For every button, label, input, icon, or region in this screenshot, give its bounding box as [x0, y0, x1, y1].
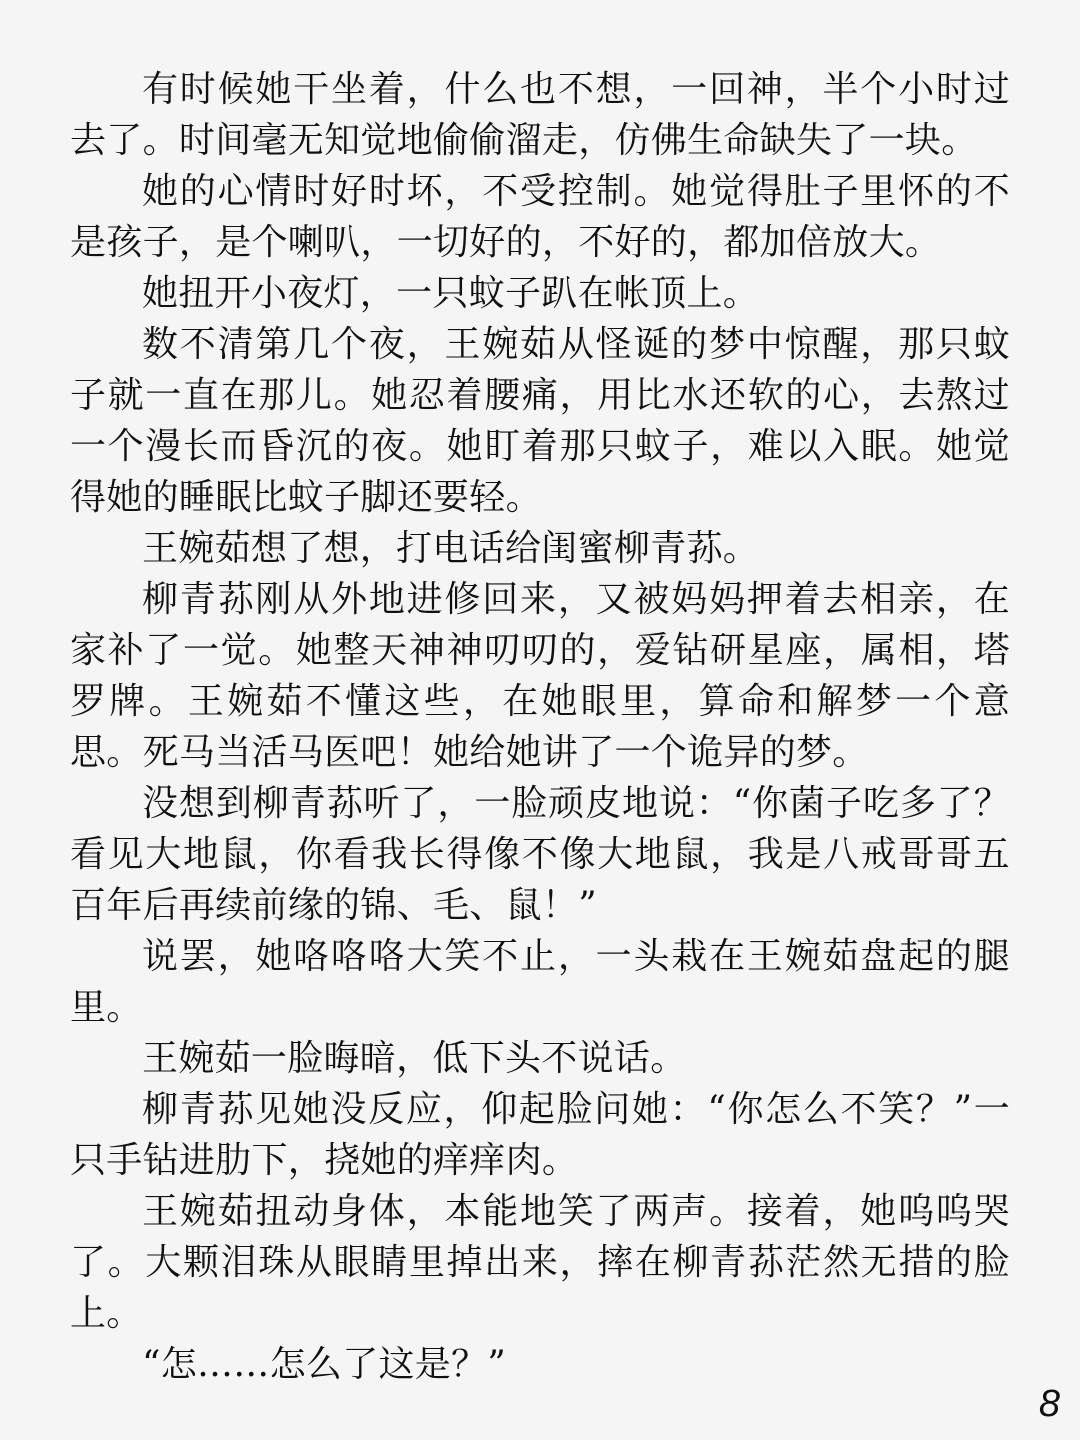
- paragraph-11: 王婉茹扭动身体，本能地笑了两声。接着，她呜呜哭了。大颗泪珠从眼睛里掉出来，摔在柳青荪茫然无措的脸上。: [70, 1191, 1010, 1334]
- body-text: [70, 64, 1010, 1390]
- paragraph-9: 王婉茹一脸晦暗，低下头不说话。: [142, 1038, 687, 1079]
- paragraph-7: 没想到柳青荪听了，一脸顽皮地说：“你菌子吃多了？看见大地鼠，你看我长得像不像大地鼠，我是八戒哥哥五百年后再续前缘的锦、毛、鼠！”: [70, 783, 1010, 926]
- paragraph-5: 王婉茹想了想，打电话给闺蜜柳青荪。: [142, 528, 760, 569]
- paragraph-10: 柳青荪见她没反应，仰起脸问她：“你怎么不笑？”一只手钻进肋下，挠她的痒痒肉。: [70, 1089, 1010, 1181]
- page-number: 8: [1038, 1383, 1060, 1425]
- paragraph-3: 她扭开小夜灯，一只蚊子趴在帐顶上。: [142, 273, 760, 314]
- paragraph-6: 柳青荪刚从外地进修回来，又被妈妈押着去相亲，在家补了一觉。她整天神神叨叨的，爱钻研星座，属相，塔罗牌。王婉茹不懂这些，在她眼里，算命和解梦一个意思。死马当活马医吧！她给她讲了一个诡异的梦。: [70, 579, 1010, 773]
- paragraph-2: 她的心情时好时坏，不受控制。她觉得肚子里怀的不是孩子，是个喇叭，一切好的，不好的，都加倍放大。: [70, 171, 1010, 263]
- paragraph-1: 有时候她干坐着，什么也不想，一回神，半个小时过去了。时间毫无知觉地偷偷溜走，仿佛生命缺失了一块。: [70, 69, 1010, 161]
- paragraph-8: 说罢，她咯咯咯大笑不止，一头栽在王婉茹盘起的腿里。: [70, 936, 1010, 1028]
- paragraph-12: “怎……怎么了这是？”: [142, 1344, 507, 1385]
- paragraph-4: 数不清第几个夜，王婉茹从怪诞的梦中惊醒，那只蚊子就一直在那儿。她忍着腰痛，用比水还软的心，去熬过一个漫长而昏沉的夜。她盯着那只蚊子，难以入眠。她觉得她的睡眠比蚊子脚还要轻。: [70, 324, 1010, 518]
